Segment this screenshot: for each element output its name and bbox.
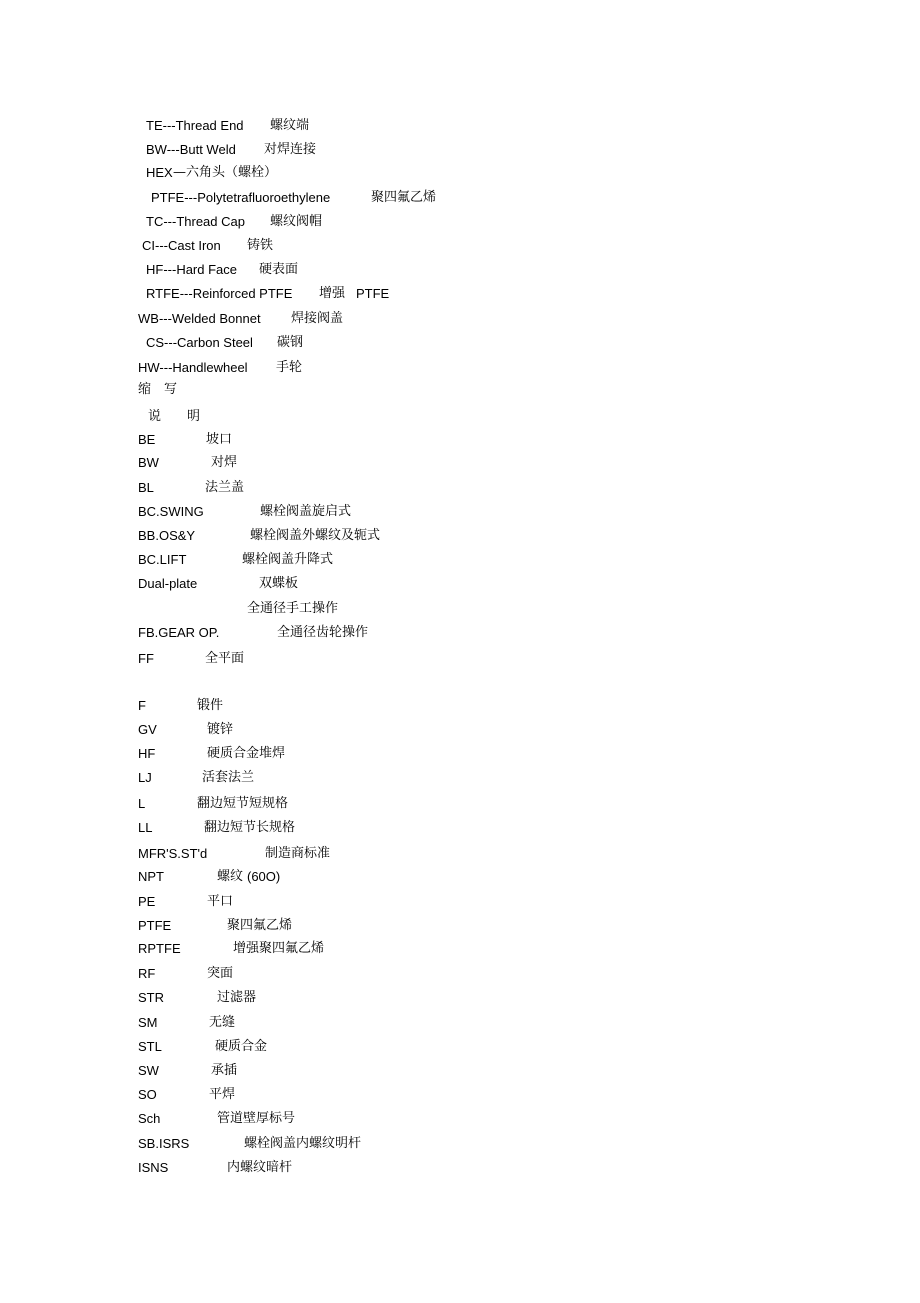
table-row <box>0 1111 920 1127</box>
abbrev-meaning: 对焊连接 <box>264 142 317 157</box>
abbrev-term: BW---Butt Weld <box>146 142 236 157</box>
row-abbrev: SM <box>138 1015 158 1030</box>
table-row <box>0 528 920 544</box>
table-row <box>0 869 920 885</box>
abbrev-term: HEX <box>146 165 173 180</box>
row-abbrev: BW <box>138 455 159 470</box>
row-abbrev: LL <box>138 820 153 835</box>
abbrev-meaning: 螺纹阀帽 <box>270 214 323 229</box>
abbrev-line <box>0 190 920 206</box>
table-row <box>0 576 920 592</box>
row-desc: 内螺纹暗杆 <box>227 1160 293 1175</box>
row-abbrev: SO <box>138 1087 157 1102</box>
row-desc: 平口 <box>207 894 234 909</box>
row-abbrev: FB.GEAR OP. <box>138 625 220 640</box>
abbrev-meaning: 增强 <box>319 286 346 301</box>
row-abbrev: NPT <box>138 869 164 884</box>
abbrev-term: CS---Carbon Steel <box>146 335 253 350</box>
abbrev-term: PTFE---Polytetrafluoroethylene <box>151 190 331 205</box>
row-desc: 螺栓阀盖外螺纹及轭式 <box>250 528 381 543</box>
table-row <box>0 941 920 957</box>
row-abbrev: Dual-plate <box>138 576 198 591</box>
abbrev-meaning: 碳钢 <box>277 335 304 350</box>
abbrev-meaning: 铸铁 <box>247 238 274 253</box>
abbrev-line <box>0 311 920 327</box>
row-desc: 硬质合金堆焊 <box>207 746 286 761</box>
row-desc: 管道壁厚标号 <box>217 1111 296 1126</box>
row-desc: 全通径手工操作 <box>247 601 339 616</box>
row-desc: 螺栓阀盖升降式 <box>242 552 334 567</box>
row-abbrev: LJ <box>138 770 152 785</box>
row-desc: 全平面 <box>205 651 245 666</box>
abbrev-term: CI---Cast Iron <box>142 238 221 253</box>
abbrev-meaning: 手轮 <box>276 360 303 375</box>
table-row <box>0 1015 920 1031</box>
abbrev-meaning: 硬表面 <box>259 262 299 277</box>
table-row <box>0 651 920 667</box>
row-desc: 硬质合金 <box>215 1039 268 1054</box>
row-abbrev: PE <box>138 894 156 909</box>
row-desc: 锻件 <box>197 698 224 713</box>
row-abbrev: RF <box>138 966 156 981</box>
table-row <box>0 455 920 471</box>
abbrev-meaning-suffix: PTFE <box>356 286 390 301</box>
row-abbrev: SB.ISRS <box>138 1136 190 1151</box>
row-abbrev: RPTFE <box>138 941 181 956</box>
table-row <box>0 722 920 738</box>
row-abbrev: SW <box>138 1063 159 1078</box>
row-desc: 螺栓阀盖内螺纹明杆 <box>244 1136 362 1151</box>
table-row <box>0 1087 920 1103</box>
table-row <box>0 746 920 762</box>
row-desc: 无缝 <box>209 1015 236 1030</box>
table-heading-desc <box>0 409 920 425</box>
row-abbrev: ISNS <box>138 1160 169 1175</box>
row-desc: 双蝶板 <box>259 576 299 591</box>
heading-desc: 说 明 <box>148 409 201 424</box>
table-row <box>0 1160 920 1176</box>
table-row <box>0 796 920 812</box>
row-desc: 制造商标准 <box>265 846 331 861</box>
row-desc: 突面 <box>207 966 234 981</box>
abbrev-meaning: 焊接阀盖 <box>291 311 344 326</box>
row-abbrev: FF <box>138 651 154 666</box>
row-abbrev: PTFE <box>138 918 172 933</box>
abbrev-term: HW---Handlewheel <box>138 360 248 375</box>
table-row <box>0 966 920 982</box>
table-row <box>0 846 920 862</box>
row-desc: 平焊 <box>209 1087 236 1102</box>
abbrev-term: HF---Hard Face <box>146 262 238 277</box>
abbrev-line <box>0 262 920 278</box>
row-desc: 螺栓阀盖旋启式 <box>260 504 352 519</box>
row-abbrev: MFR'S.ST'd <box>138 846 208 861</box>
row-desc: 承插 <box>211 1063 238 1078</box>
abbrev-meaning: 螺纹端 <box>270 118 310 133</box>
row-abbrev: BL <box>138 480 154 495</box>
abbrev-term: WB---Welded Bonnet <box>138 311 261 326</box>
abbrev-line <box>0 214 920 230</box>
table-row <box>0 820 920 836</box>
table-row <box>0 552 920 568</box>
table-row <box>0 504 920 520</box>
table-row <box>0 480 920 496</box>
row-desc: 聚四氟乙烯 <box>227 918 293 933</box>
row-abbrev: HF <box>138 746 156 761</box>
row-desc: 全通径齿轮操作 <box>277 625 369 640</box>
row-abbrev: BC.SWING <box>138 504 204 519</box>
table-row <box>0 1039 920 1055</box>
table-row <box>0 1136 920 1152</box>
row-abbrev: STR <box>138 990 164 1005</box>
abbrev-line <box>0 165 920 181</box>
row-desc: 坡口 <box>206 432 233 447</box>
abbrev-meaning: 聚四氟乙烯 <box>371 190 437 205</box>
abbrev-term: TC---Thread Cap <box>146 214 245 229</box>
row-desc-suffix: (60O) <box>247 869 281 884</box>
row-desc: 螺纹 <box>217 869 244 884</box>
row-desc: 镀锌 <box>207 722 234 737</box>
abbrev-line <box>0 335 920 351</box>
row-abbrev: BE <box>138 432 156 447</box>
abbrev-meaning: —六角头（螺栓） <box>173 165 278 180</box>
abbrev-term: RTFE---Reinforced PTFE <box>146 286 293 301</box>
abbrev-line <box>0 286 920 302</box>
row-desc: 活套法兰 <box>202 770 255 785</box>
row-abbrev: F <box>138 698 146 713</box>
table-heading-abbrev <box>0 382 920 398</box>
row-abbrev: Sch <box>138 1111 161 1126</box>
table-row <box>0 990 920 1006</box>
table-row <box>0 698 920 714</box>
table-row <box>0 918 920 934</box>
table-row <box>0 625 920 641</box>
row-desc: 翻边短节短规格 <box>197 796 289 811</box>
abbrev-line <box>0 142 920 158</box>
table-row <box>0 894 920 910</box>
row-abbrev: L <box>138 796 146 811</box>
row-desc: 过滤器 <box>217 990 257 1005</box>
table-row <box>0 432 920 448</box>
abbrev-line <box>0 238 920 254</box>
table-row <box>0 601 920 617</box>
row-desc: 翻边短节长规格 <box>204 820 296 835</box>
abbrev-term: TE---Thread End <box>146 118 244 133</box>
heading-abbrev: 缩 写 <box>138 382 178 397</box>
row-abbrev: STL <box>138 1039 162 1054</box>
table-row <box>0 1063 920 1079</box>
row-desc: 增强聚四氟乙烯 <box>233 941 325 956</box>
row-abbrev: BC.LIFT <box>138 552 187 567</box>
row-abbrev: BB.OS&Y <box>138 528 196 543</box>
row-desc: 对焊 <box>211 455 238 470</box>
row-abbrev: GV <box>138 722 157 737</box>
abbrev-line <box>0 360 920 376</box>
row-desc: 法兰盖 <box>205 480 245 495</box>
table-row <box>0 770 920 786</box>
abbrev-line <box>0 118 920 134</box>
